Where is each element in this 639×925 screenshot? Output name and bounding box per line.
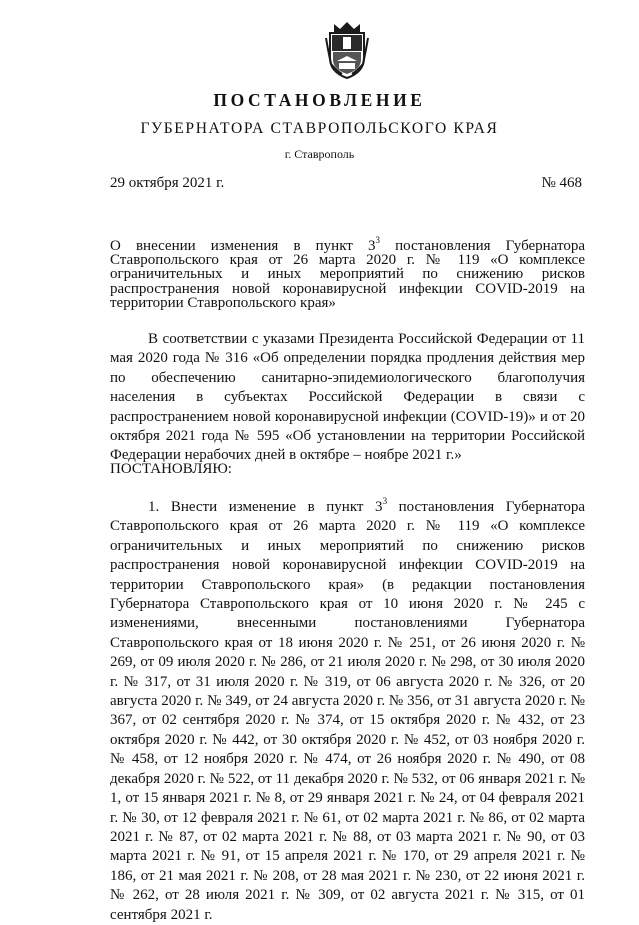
issuer-line: ГУБЕРНАТОРА СТАВРОПОЛЬСКОГО КРАЯ [140,120,499,137]
preamble-paragraph: В соответствии с указами Президента Российской Федерации от 11 мая 2020 года № 316 «Об определении порядка продления действия мер по обеспечению санитарно-эпидемиологического благополучия населения в субъектах Российской Федерации в связи с распространением новой коронавирусной инфекции (COVID-19)» и от 20 октября 2021 года № 595 «Об установлении на территории Российской Федерации нерабочих дней в октябре – ноябре 2021 г.» [110,331,585,464]
subject-text-end: постановления Губернатора Ставропольского края от 26 марта 2020 г. № 119 «О комплексе ограничительных и иных мероприятий по снижению рисков распространения новой коронавирусной инфекции COVID-2019 на территории Ставропольского края» [110,238,585,311]
item-1-superscript: 3 [382,496,388,506]
decree-word: ПОСТАНОВЛЯЮ: [110,461,232,477]
city-line: г. Ставрополь [284,147,355,161]
coat-of-arms-icon [324,20,370,80]
subject-superscript: 3 [375,235,380,245]
document-date: 29 октября 2021 г. [110,175,225,191]
item-1-text-end: постановления Губернатора Ставропольского края от 26 марта 2020 г. № 119 «О комплексе ограничительных и иных мероприятий по снижению рисков распространения новой коронавирусной инфекции COVID-2019 на территории Ставропольского края» (в редакции постановления Губернатора Ставропольского края от 10 июня 2020 г. № 245 с изменениями, внесенными постановлениями Губернатора Ставропольского края от 18 июня 2020 г. № 251, от 26 июня 2020 г. № 269, от 09 июля 2020 г. № 286, от 21 июля 2020 г. № 298, от 30 июля 2020 г. № 317, от 31 июля 2020 г. № 319, от 06 августа 2020 г. № 326, от 20 августа 2020 г. № 349, от 24 августа 2020 г. № 356, от 31 августа 2020 г. № 367, от 02 сентября 2020 г. № 374, от 15 октября 2020 г. № 432, от 23 октября 2020 г. № 442, от 30 октября 2020 г. № 452, от 03 ноября 2020 г. № 458, от 12 ноября 2020 г. № 474, от 26 ноября 2020 г. № 490, от 08 декабря 2020 г. № 522, от 11 декабря 2020 г. № 532, от 06 января 2021 г. № 1, от 15 января 2021 г. № 8, от 29 января 2021 г. № 24, от 04 февраля 2021 г. № 30, от 12 февраля 2021 г. № 61, от 02 марта 2021 г. № 86, от 02 марта 2021 г. № 87, от 02 марта 2021 г. № 88, от 03 марта 2021 г. № 90, от 03 марта 2021 г. № 91, от 15 апреля 2021 г. № 170, от 29 апреля 2021 г. № 186, от 21 мая 2021 г. № 208, от 28 мая 2021 г. № 230, от 22 июня 2021 г. № 262, от 28 июля 2021 г. № 309, от 02 августа 2021 г. № 315, от 01 сентября 2021 г. [110,499,586,923]
item-1-paragraph [110,498,585,925]
preamble-block [110,330,585,466]
subject-text-start: О внесении изменения в пункт 3 [110,238,376,254]
document-number: № 468 [541,175,582,191]
item-1-block [110,498,585,925]
document-title: ПОСТАНОВЛЕНИЕ [213,90,426,110]
item-1-text-start: 1. Внести изменение в пункт 3 [148,499,383,515]
document-subject [110,235,585,311]
